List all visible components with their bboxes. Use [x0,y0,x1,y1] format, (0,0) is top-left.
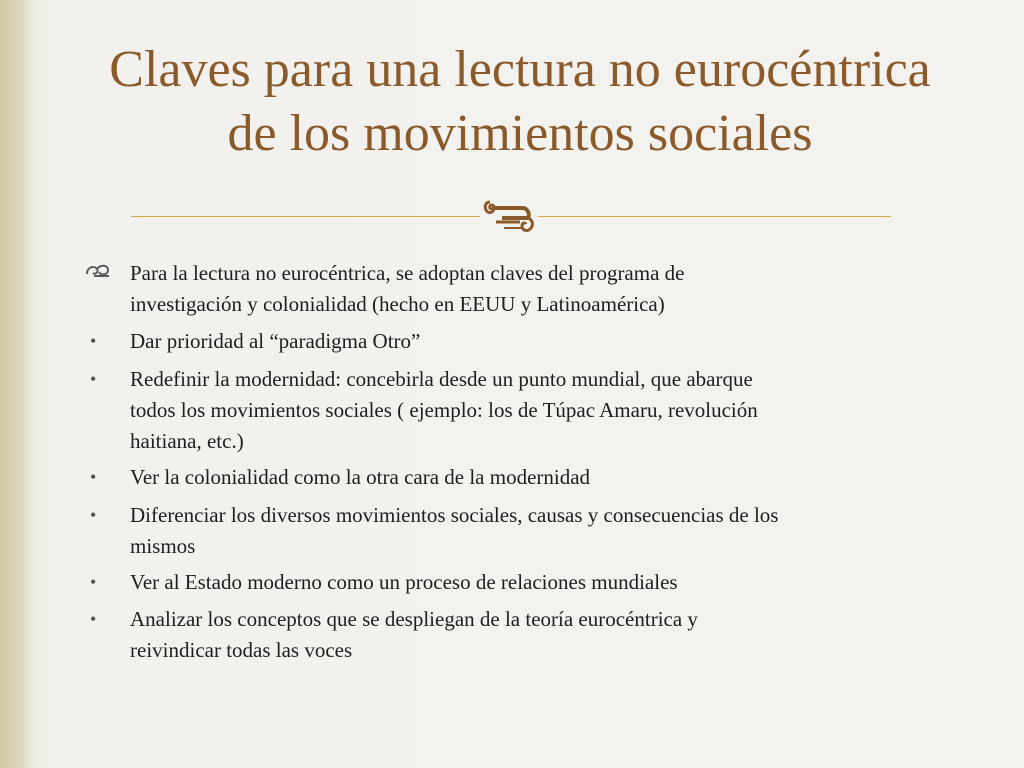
scroll-ornament-icon [482,192,536,240]
fleuron-bullet-icon [84,259,122,289]
bullet-line: Para la lectura no eurocéntrica, se adoptan claves del programa de [130,261,685,285]
slide-title-line-1: Claves para una lectura no eurocéntrica [109,41,931,98]
bullet-line: haitiana, etc.) [130,429,244,453]
bullet-line: Redefinir la modernidad: concebirla desde un punto mundial, que abarque [130,367,753,391]
bullet-dot-icon: • [90,609,97,629]
bullet-text [130,258,930,320]
bullet-line: Diferenciar los diversos movimientos sociales, causas y consecuencias de los [130,503,779,527]
bullet-text [130,462,930,493]
bullet-line: mismos [130,534,196,558]
bullet-line: reivindicar todas las voces [130,638,353,662]
bullet-text [130,567,930,598]
slide-title [20,38,1020,166]
bullet-dot-icon: • [90,331,97,351]
title-divider-left [131,216,480,217]
bullet-text [130,500,930,562]
bullet-dot-icon: • [90,369,97,389]
bullet-line: Ver la colonialidad como la otra cara de la modernidad [130,465,591,489]
bullet-line: todos los movimientos sociales ( ejemplo: los de Túpac Amaru, revolución [130,398,758,422]
bullet-text [130,364,930,457]
bullet-line: Dar prioridad al “paradigma Otro” [130,329,421,353]
bullet-dot-icon: • [90,505,97,525]
bullet-line: investigación y colonialidad (hecho en EEUU y Latinoamérica) [130,292,665,316]
bullet-line: Analizar los conceptos que se despliegan de la teoría eurocéntrica y [130,607,698,631]
bullet-dot-icon: • [90,572,97,592]
bullet-line: Ver al Estado moderno como un proceso de relaciones mundiales [130,570,678,594]
slide-title-line-2: de los movimientos sociales [227,105,813,162]
bullet-text [130,326,930,357]
title-divider-right [538,216,891,217]
bullet-text [130,604,930,666]
bullet-dot-icon: • [90,467,97,487]
